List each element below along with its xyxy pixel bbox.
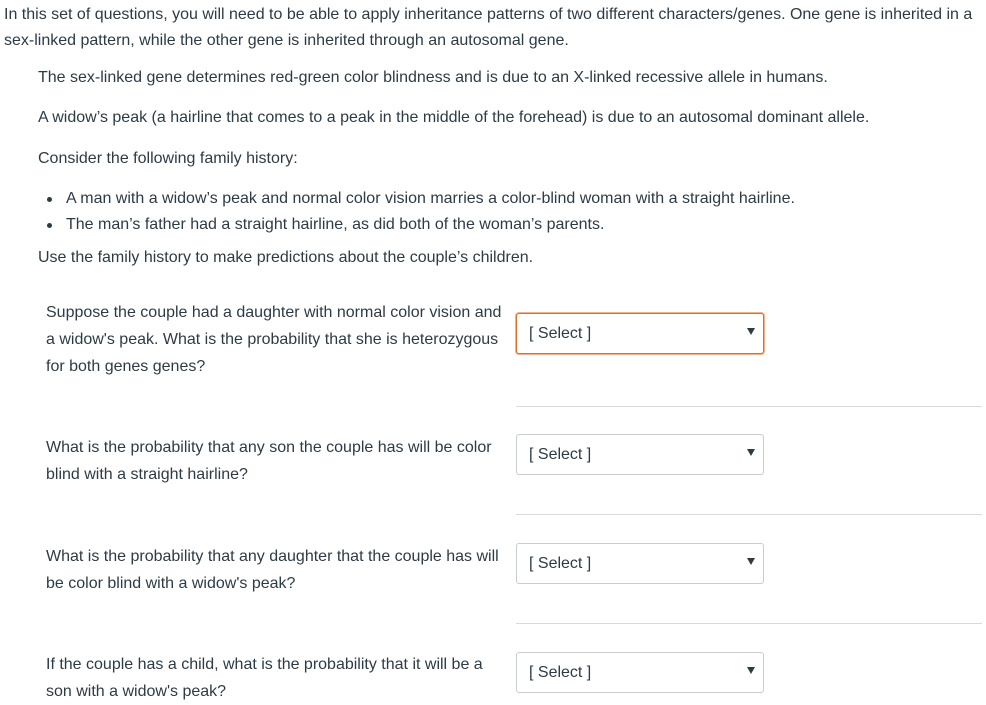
question-3-text: What is the probability that any daughter that the couple has will be color blind with a widow's peak?	[46, 548, 499, 592]
list-item: The man’s father had a straight hairline, as did both of the woman’s parents.	[38, 212, 795, 238]
question-4-select-value: [ Select ]	[529, 664, 592, 681]
divider	[516, 623, 982, 624]
widows-peak-description: A widow’s peak (a hairline that comes to a peak in the middle of the forehead) is due to an autosomal dominant allele.	[38, 109, 870, 126]
instructions-text: Use the family history to make predictions about the couple’s children.	[38, 249, 534, 266]
family-history-heading: Consider the following family history:	[38, 150, 298, 167]
question-4-text: If the couple has a child, what is the probability that it will be a son with a widow's peak?	[46, 656, 483, 700]
question-3-select[interactable]	[516, 543, 764, 584]
chevron-down-icon	[747, 328, 755, 335]
question-4-select[interactable]	[516, 652, 764, 693]
family-history-list	[38, 186, 795, 238]
question-3-select-value: [ Select ]	[529, 555, 592, 572]
divider	[516, 406, 982, 407]
question-1-select-value: [ Select ]	[529, 325, 592, 342]
chevron-down-icon	[747, 449, 755, 456]
divider	[516, 514, 982, 515]
sex-linked-description: The sex-linked gene determines red-green color blindness and is due to an X-linked recessive allele in humans.	[38, 69, 828, 86]
intro-text: In this set of questions, you will need to be able to apply inheritance patterns of two different characters/genes. One gene is inherited in a sex-linked pattern, while the other gene is inherited through an autosomal gene.	[4, 6, 973, 49]
question-2-select-value: [ Select ]	[529, 446, 592, 463]
question-2-select[interactable]	[516, 434, 764, 475]
question-1-text: Suppose the couple had a daughter with normal color vision and a widow's peak. What is the probability that she is heterozygous for both genes genes?	[46, 304, 502, 375]
chevron-down-icon	[747, 558, 755, 565]
question-1-select[interactable]	[516, 313, 764, 354]
list-item: A man with a widow’s peak and normal color vision marries a color-blind woman with a straight hairline.	[38, 186, 795, 212]
chevron-down-icon	[747, 667, 755, 674]
question-2-text: What is the probability that any son the couple has will be color blind with a straight hairline?	[46, 439, 492, 483]
